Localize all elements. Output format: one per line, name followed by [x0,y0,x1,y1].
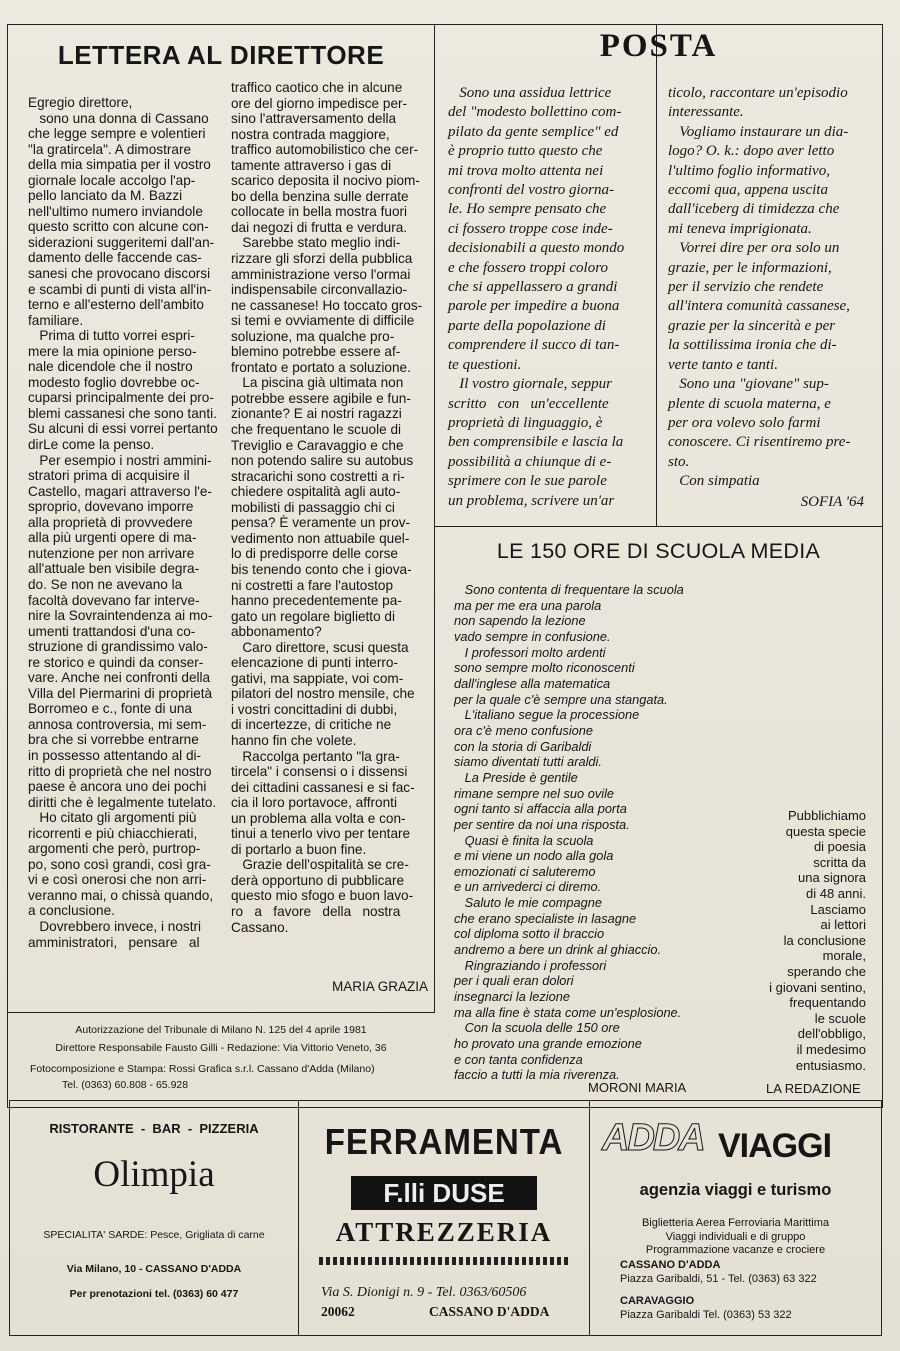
imprint-phone: Tel. (0363) 60.808 - 65.928 [62,1079,189,1091]
decorative-rule [319,1257,569,1265]
ad-ferramenta [298,1100,590,1336]
redazione-note: Pubblichiamo questa specie di poesia scritta da una signora di 48 anni. Lasciamo ai lettori la conclusione morale, sperando che i giovani sentino, frequentando le scuole dell'obbligo, il medesimo entusiasmo. [769,808,866,1073]
viaggi-logo: VIAGGI [718,1127,832,1165]
letter-signature: MARIA GRAZIA [331,979,428,994]
redazione-signature: LA REDAZIONE [766,1081,861,1096]
posta-divider [434,526,883,527]
ad-olimpia [9,1100,299,1336]
imprint-printer: Fotocomposizione e Stampa: Rossi Grafica s.r.l. Cassano d'Adda (Milano) [30,1063,375,1075]
olimpia-phone: Per prenotazioni tel. (0363) 60 477 [69,1288,239,1300]
viaggi-tagline: agenzia viaggi e turismo [639,1181,832,1199]
posta-signature: SOFIA '64 [800,494,864,510]
ferramenta-subtitle: ATTREZZERIA [335,1217,553,1247]
imprint-director: Direttore Responsabile Fausto Gilli - Redazione: Via Vittorio Veneto, 36 [55,1042,387,1054]
letter-title: LETTERA AL DIRETTORE [57,40,385,70]
viaggi-address-2: Piazza Garibaldi Tel. (0363) 53 322 [620,1309,792,1321]
ferramenta-city: CASSANO D'ADDA [429,1304,550,1319]
olimpia-address: Via Milano, 10 - CASSANO D'ADDA [66,1263,242,1275]
ferramenta-title: FERRAMENTA [324,1121,564,1162]
letter-column-1: Egregio direttore, sono una donna di Cassano che legge sempre e volentieri "la gratircela". A dimostrare della mia simpatia per il vostro giornale locale accolgo l'ap- pello lanciato da M. Bazzi nell'ultimo numero inviandole questo scritto con alcune con- siderazioni suggeritemi dall'an- damento delle faccende cas- sanesi che provocano discorsi e scambi di punti di vista all'in- terno e all'esterno dell'ambito familiare. Prima di tutto vorrei espri- mere la mia opinione perso- nale dicendole che il nostro modesto foglio dovrebbe oc- cuparsi principalmente dei pro- blemi cassanesi che sono tanti. Su alcuni di essi vorrei pertanto dirLe come la penso. Per esempio i nostri ammini- stratori prima di acquisire il Castello, magari attraverso l'e- sproprio, dovevano imporre alla proprietà di provvedere alla più urgenti opere di ma- nutenzione per non arrivare all'attuale ben visibile degra- do. Se non ne avevano la facoltà dovevano far interve- nire la Sovraintendenza ai mo- umenti trattandosi d'una co- struzione di grandissimo valo- re storico e quindi da conser- vare. Anche nei confronti della Villa del Piermarini di proprietà Borromeo e c., fonte di una annosa controversia, mi sem- bra che si vorrebbe entrarne in possesso attentando al di- ritto di proprietà che nel nostro paese è ancora uno dei pochi diritti che è legalmente tutelato. Ho citato gli argomenti più ricorrenti e più chiacchierati, argomenti che però, purtrop- po, sono così grandi, così gra- vi e così onerosi che non arri- veranno mai, o chissà quando, a conclusione. Dovrebbero invece, i nostri amministratori, pensare al [28,95,218,950]
posta-title: POSTA [599,28,718,64]
viaggi-address-1: Piazza Garibaldi, 51 - Tel. (0363) 63 322 [620,1273,817,1285]
ad-adda-viaggi [589,1100,882,1336]
viaggi-services: Biglietteria Aerea Ferroviaria Marittima Viaggi individuali e di gruppo Programmazione vacanze e crociere [641,1217,830,1256]
imprint-divider [7,1012,435,1013]
posta-column-2: ticolo, raccontare un'episodio interessante. Vogliamo instaurare un dia- logo? O. k.: dopo aver letto l'ultimo foglio informativo, eccomi qua, appena uscita dall'iceberg di timidezza che mi teneva imprigionata. Vorrei dire per ora solo un grazie, per le informazioni, per il servizio che rendete all'intera comunità cassanese, grazie per la sincerità e per la sottilissima ironia che di- verte tanto e tanti. Sono una "giovane" sup- plente di scuola materna, e per ora volevo solo farmi conoscere. Ci risentiremo pre- sto. Con simpatia [668,85,851,490]
column-divider [434,24,435,1012]
viaggi-city-2: CARAVAGGIO [620,1295,695,1307]
ferramenta-cap: 20062 [321,1304,355,1319]
olimpia-specialties: SPECIALITA' SARDE: Pesce, Grigliata di carne [43,1229,265,1241]
posta-column-divider [656,24,657,526]
posta-column-1: Sono una assidua lettrice del "modesto bollettino com- pilato da gente semplice" ed è proprio tutto questo che mi trova molto attenta nei confronti del vostro giorna- le. Ho sempre pensato che ci fossero troppe cose inde- decisionabili a questo mondo e che fossero troppi coloro che si appellassero a grandi parole per impedire a buona parte della popolazione di comprendere il succo di tan- te questioni. Il vostro giornale, seppur scritto con un'eccellente proprietà di linguaggio, è ben comprensibile e lascia la possibilità a chiunque di e- sprimere con le sue parole un problema, scrivere un'ar [448,85,625,509]
ferramenta-brand: F.lli DUSE [351,1176,537,1210]
scuola-poem: Sono contenta di frequentare la scuola ma per me era una parola non sapendo la lezione vado sempre in confusione. I professori molto ardenti sono sempre molto riconoscenti dall'inglese alla matematica per la quale c'è sempre una stangata. L'italiano segue la processione ora c'è meno confusione con la storia di Garibaldi siamo diventati tutti araldi. La Preside è gentile rimane sempre nel suo ovile ogni tanto si affaccia alla porta per sentire da noi una risposta. Quasi è finita la scuola e mi viene un nodo alla gola emozionati ci saluteremo e un arrivederci ci diremo. Saluto le mie compagne che erano specialiste in lasagne col diploma sotto il braccio andremo a bere un drink al ghiaccio. Ringraziando i professori per i quali eran dolori insegnarci la lezione ma alla fine è stata come un'esplosione. Con la scuola delle 150 ore ho provato una grande emozione e con tanta confidenza faccio a tutti la mia riverenza. [454,582,684,1083]
imprint-authorization: Autorizzazione del Tribunale di Milano N. 125 del 4 aprile 1981 [75,1024,367,1036]
adda-logo: ADDA [602,1117,704,1159]
letter-column-2: traffico caotico che in alcune ore del giorno impedisce per- sino l'attraversamento della nostra contrada maggiore, traffico automobilistico che cer- tamente attraverso i gas di scarico deposita il nocivo piom- bo della benzina sulle derrate collocate in bella mostra fuori dai negozi di frutta e verdura. Sarebbe stato meglio indi- rizzare gli sforzi della pubblica amministrazione verso l'ormai indispensabile circonvallazio- ne cassanese! Ho toccato gros- si temi e ovviamente di difficile soluzione, ma qualche pro- blemino potrebbe essere af- frontato e portato a soluzione. La piscina già ultimata non potrebbe essere agibile e fun- zionante? E ai nostri ragazzi che frequentano le scuole di Treviglio e Caravaggio e che non potendo salire su autobus stracarichi sono costretti a ri- chiedere ospitalità agli auto- mobilisti di passaggio chi ci pensa? È veramente un prov- vedimento non attuabile quel- lo di predisporre delle corse bis tenendo conto che i giova- ni costretti a fare l'autostop hanno precedentemente pa- gato un regolare biglietto di abbonamento? Caro direttore, scusi questa elencazione di punti interro- gativi, ma sappiate, voi com- pilatori del nostro mensile, che i vostri concittadini di dubbi, di incertezze, di critiche ne hanno fin che volete. Raccolga pertanto "la gra- tircela" i consensi o i dissensi dei cittadini cassanesi e si fac- cia il loro portavoce, affronti un problema alla volta e con- tinui a tenerlo vivo per tentare di portarlo a buon fine. Grazie dell'ospitalità se cre- derà opportuno di pubblicare questo mio sfogo e buon lavo- ro a favore della nostra Cassano. [231,80,423,935]
olimpia-name: Olimpia [93,1154,215,1195]
viaggi-city-1: CASSANO D'ADDA [620,1259,721,1271]
ferramenta-address: Via S. Dionigi n. 9 - Tel. 0363/60506 [321,1285,527,1300]
scuola-title: LE 150 ORE DI SCUOLA MEDIA [496,539,821,563]
olimpia-category: RISTORANTE - BAR - PIZZERIA [49,1121,259,1136]
poem-author: MORONI MARIA [588,1080,687,1095]
